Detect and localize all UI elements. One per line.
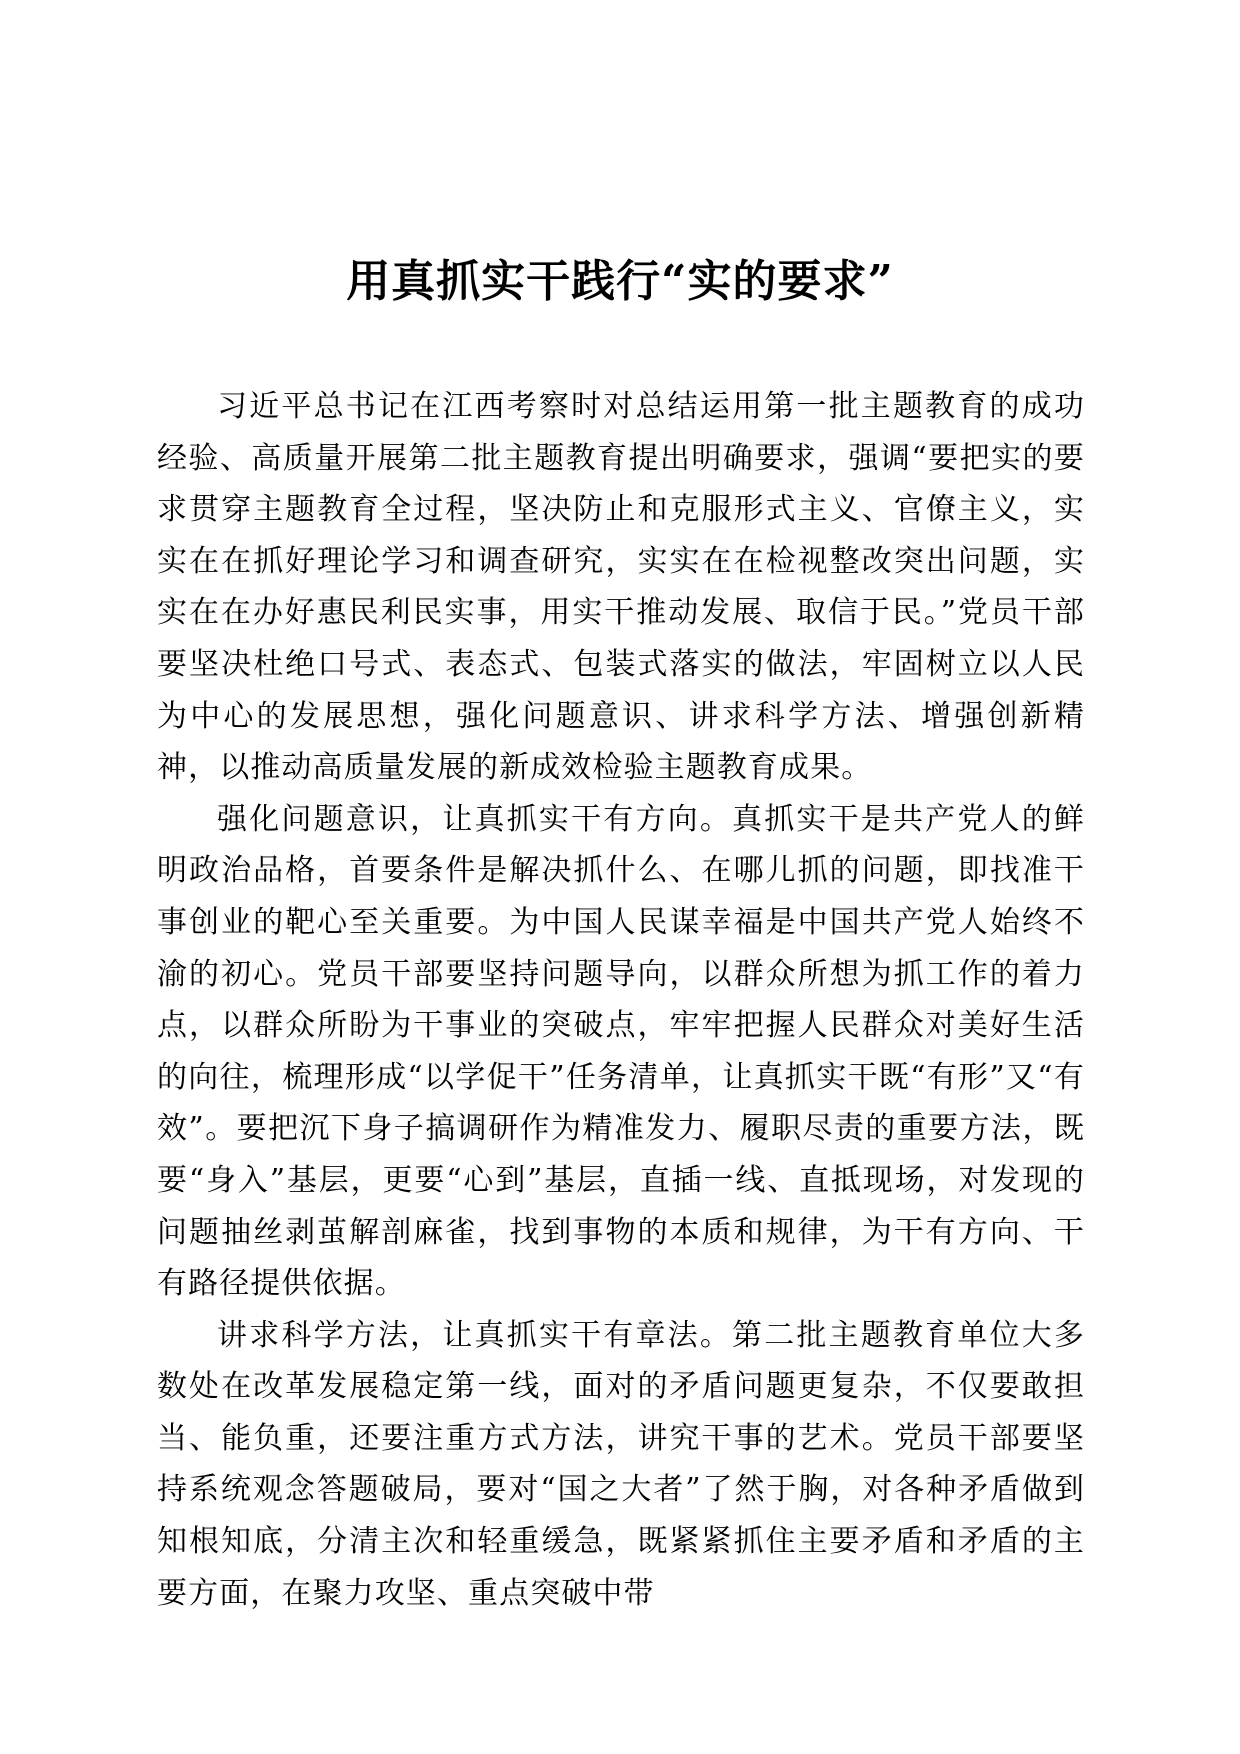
document-body: [157, 381, 1085, 1619]
paragraph-problem-awareness: 强化问题意识，让真抓实干有方向。真抓实干是共产党人的鲜明政治品格，首要条件是解决抓什么、在哪儿抓的问题，即找准干事创业的靶心至关重要。为中国人民谋幸福是中国共产党人始终不渝的初心。党员干部要坚持问题导向，以群众所想为抓工作的着力点，以群众所盼为干事业的突破点，牢牢把握人民群众对美好生活的向往，梳理形成“以学促干”任务清单，让真抓实干既“有形”又“有效”。要把沉下身子搞调研作为精准发力、履职尽责的重要方法，既要“身入”基层，更要“心到”基层，直插一线、直抵现场，对发现的问题抽丝剥茧解剖麻雀，找到事物的本质和规律，为干有方向、干有路径提供依据。: [157, 801, 1085, 1302]
paragraph-scientific-method: 讲求科学方法，让真抓实干有章法。第二批主题教育单位大多数处在改革发展稳定第一线，面对的矛盾问题更复杂，不仅要敢担当、能负重，还要注重方式方法，讲究干事的艺术。党员干部要坚持系统观念答题破局，要对“国之大者”了然于胸，对各种矛盾做到知根知底，分清主次和轻重缓急，既紧紧抓住主要矛盾和矛盾的主要方面，在聚力攻坚、重点突破中带: [157, 1317, 1085, 1611]
document-title: 用真抓实干践行“实的要求”: [346, 256, 894, 307]
paragraph-intro: 习近平总书记在江西考察时对总结运用第一批主题教育的成功经验、高质量开展第二批主题教育提出明确要求，强调“要把实的要求贯穿主题教育全过程，坚决防止和克服形式主义、官僚主义，实实在在抓好理论学习和调查研究，实实在在检视整改突出问题，实实在在办好惠民利民实事，用实干推动发展、取信于民。”党员干部要坚决杜绝口号式、表态式、包装式落实的做法，牢固树立以人民为中心的发展思想，强化问题意识、讲求科学方法、增强创新精神，以推动高质量发展的新成效检验主题教育成果。: [157, 389, 1085, 786]
